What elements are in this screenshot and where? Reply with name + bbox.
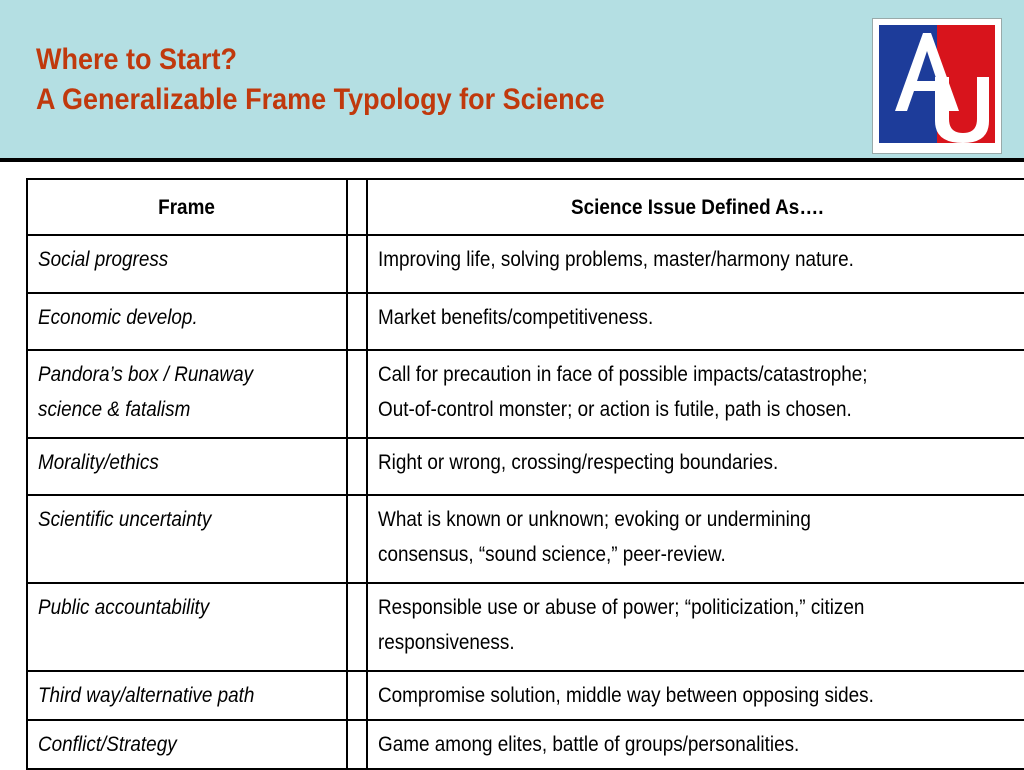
definition-line: consensus, “sound science,” peer-review. bbox=[378, 543, 726, 567]
frame-cell bbox=[27, 583, 347, 671]
title-line-2: A Generalizable Frame Typology for Science bbox=[36, 83, 605, 116]
frame-line: Conflict/Strategy bbox=[38, 732, 177, 756]
spacer-cell bbox=[347, 671, 367, 720]
table-row bbox=[27, 720, 1024, 769]
frame-line: Pandora’s box / Runaway bbox=[38, 363, 254, 387]
frame-cell bbox=[27, 438, 347, 495]
frame-line: Economic develop. bbox=[38, 306, 198, 330]
frame-cell bbox=[27, 720, 347, 769]
header-divider bbox=[0, 158, 1024, 162]
frame-line: Scientific uncertainty bbox=[38, 508, 212, 532]
frame-cell bbox=[27, 350, 347, 438]
frame-line: Third way/alternative path bbox=[38, 683, 255, 707]
definition-line: Right or wrong, crossing/respecting boundaries. bbox=[378, 451, 779, 475]
slide-title bbox=[36, 40, 605, 120]
frame-cell bbox=[27, 235, 347, 293]
definition-line: responsiveness. bbox=[378, 631, 515, 655]
table-row bbox=[27, 235, 1024, 293]
definition-cell bbox=[367, 350, 1024, 438]
spacer-cell bbox=[347, 438, 367, 495]
table-row bbox=[27, 671, 1024, 720]
definition-line: Responsible use or abuse of power; “politicization,” citizen bbox=[378, 596, 865, 620]
definition-cell bbox=[367, 720, 1024, 769]
definition-cell bbox=[367, 583, 1024, 671]
definition-cell bbox=[367, 495, 1024, 583]
header-frame: Frame bbox=[27, 179, 347, 235]
header-spacer bbox=[347, 179, 367, 235]
spacer-cell bbox=[347, 495, 367, 583]
definition-line: Market benefits/competitiveness. bbox=[378, 306, 654, 330]
frame-line: Morality/ethics bbox=[38, 451, 159, 475]
title-line-1: Where to Start? bbox=[36, 43, 238, 76]
spacer-cell bbox=[347, 235, 367, 293]
frame-line: science & fatalism bbox=[38, 398, 191, 422]
table-row bbox=[27, 583, 1024, 671]
frame-line: Public accountability bbox=[38, 596, 210, 620]
frame-cell bbox=[27, 495, 347, 583]
definition-line: Compromise solution, middle way between opposing sides. bbox=[378, 683, 874, 707]
frame-cell bbox=[27, 671, 347, 720]
definition-line: Out-of-control monster; or action is futile, path is chosen. bbox=[378, 398, 852, 422]
spacer-cell bbox=[347, 350, 367, 438]
definition-line: Call for precaution in face of possible impacts/catastrophe; bbox=[378, 363, 868, 387]
definition-cell bbox=[367, 293, 1024, 350]
definition-line: Game among elites, battle of groups/personalities. bbox=[378, 732, 800, 756]
spacer-cell bbox=[347, 583, 367, 671]
slide-header bbox=[0, 0, 1024, 160]
frame-cell bbox=[27, 293, 347, 350]
american-university-logo bbox=[872, 18, 1002, 154]
table-header-row bbox=[27, 179, 1024, 235]
table-row bbox=[27, 293, 1024, 350]
definition-line: What is known or unknown; evoking or undermining bbox=[378, 508, 811, 532]
definition-cell bbox=[367, 235, 1024, 293]
frame-line: Social progress bbox=[38, 248, 169, 271]
definition-line: Improving life, solving problems, master/harmony nature. bbox=[378, 248, 854, 271]
spacer-cell bbox=[347, 720, 367, 769]
header-definition: Science Issue Defined As…. bbox=[367, 179, 1024, 235]
definition-cell bbox=[367, 671, 1024, 720]
table-row bbox=[27, 350, 1024, 438]
frame-typology-table bbox=[26, 178, 1024, 770]
table-row bbox=[27, 495, 1024, 583]
spacer-cell bbox=[347, 293, 367, 350]
table-row bbox=[27, 438, 1024, 495]
definition-cell bbox=[367, 438, 1024, 495]
